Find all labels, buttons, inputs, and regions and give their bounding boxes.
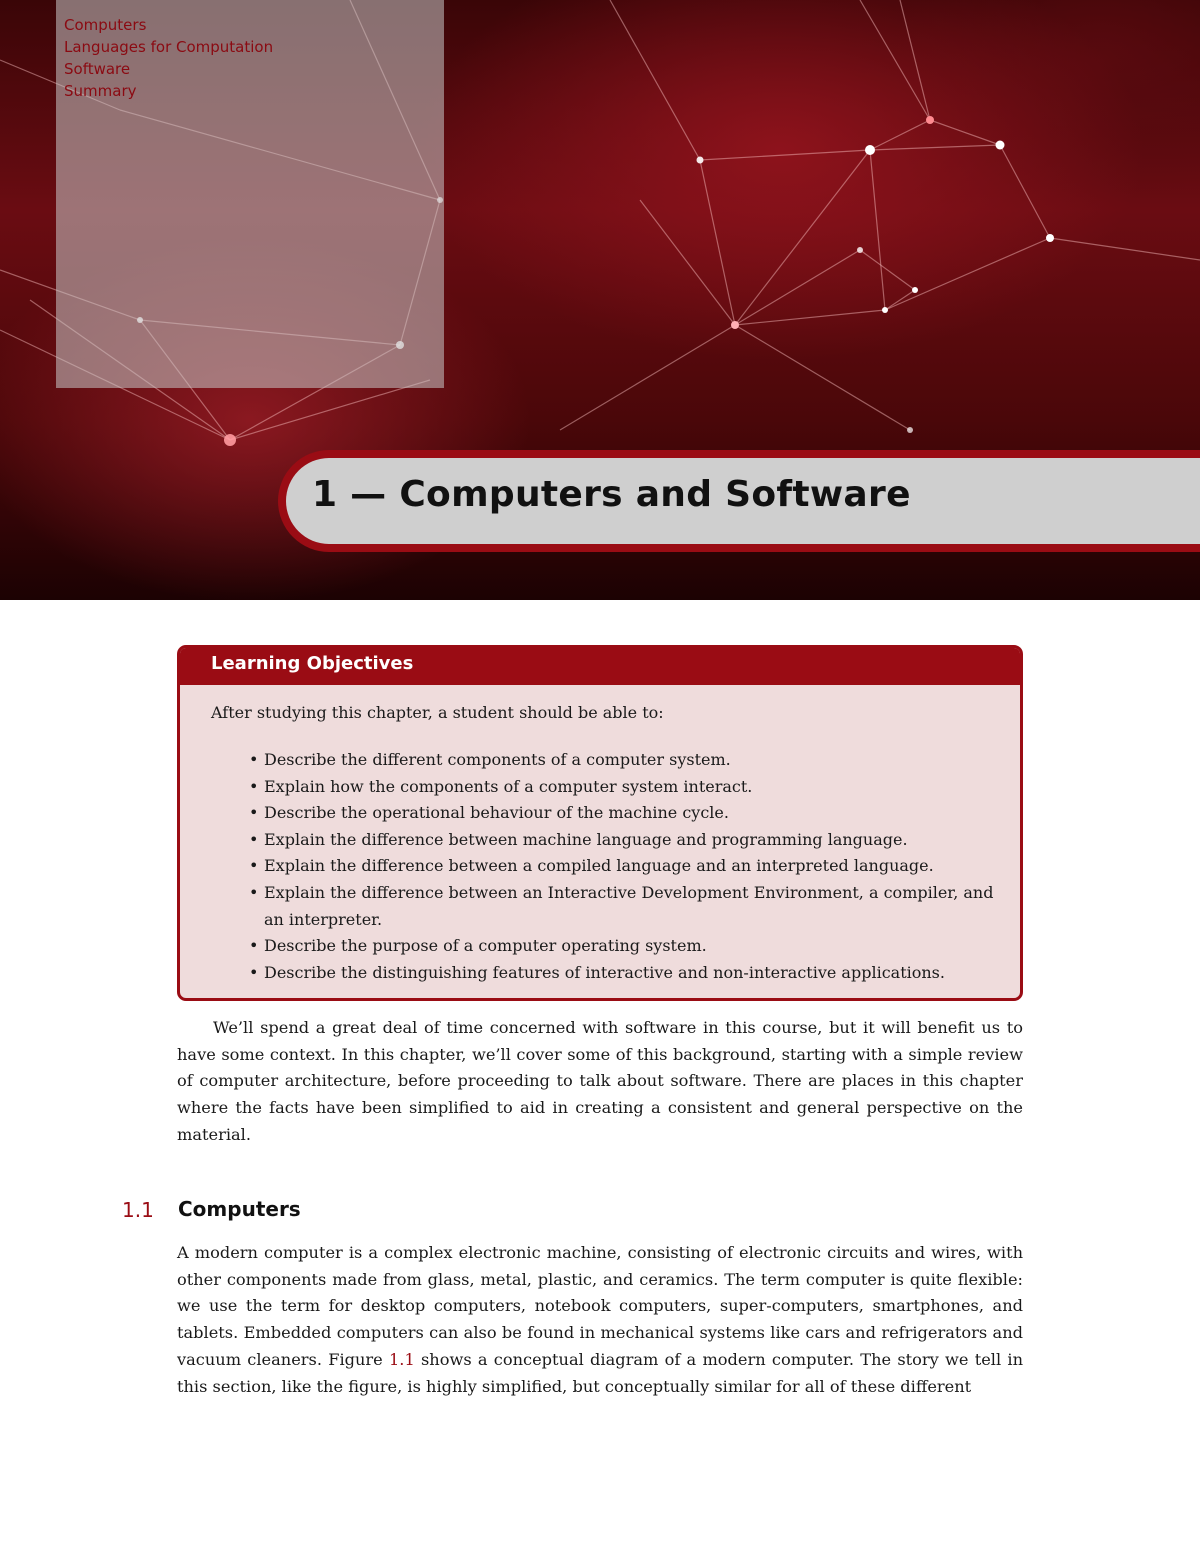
learning-objectives-box <box>177 645 1023 1001</box>
chapter-toc <box>56 0 444 388</box>
list-item: • Explain the difference between machine language and programming language. <box>249 829 908 849</box>
list-item: • Describe the operational behaviour of the machine cycle. <box>249 803 729 823</box>
learning-objectives-intro: After studying this chapter, a student should be able to: <box>211 703 664 722</box>
chapter-banner <box>0 0 1200 600</box>
learning-objectives-heading: Learning Objectives <box>180 648 1020 685</box>
list-item: • Explain the difference between a compiled language and an interpreted language. <box>249 856 934 876</box>
list-item: • Describe the distinguishing features of interactive and non-interactive applications. <box>249 962 945 982</box>
toc-link-summary[interactable]: Summary <box>64 82 137 100</box>
section-paragraph: A modern computer is a complex electronic machine, consisting of electronic circuits and wires, with other components made from glass, metal, plastic, and ceramics. The term computer is quite flexible: we use the term for desktop computers, notebook computers, super-computers, smartphones, and tablets. Embedded computers can also be found in mechanical systems like cars and refrigerators and vacuum cleaners. Figure 1.1 shows a conceptual diagram of a modern computer. The story we tell in this section, like the figure, is highly simplified, but conceptually similar for all of these different <box>177 1243 1023 1396</box>
chapter-title: 1 — Computers and Software <box>312 474 911 515</box>
list-item: • Describe the purpose of a computer operating system. <box>249 936 707 956</box>
section-number: 1.1 <box>122 1198 154 1222</box>
list-item: • Explain the difference between an Interactive Development Environment, a compiler, and an interpreter. <box>249 882 994 929</box>
section-title: Computers <box>178 1197 301 1221</box>
list-item: • Describe the different components of a computer system. <box>249 750 731 769</box>
toc-link-languages[interactable]: Languages for Computation <box>64 38 274 56</box>
toc-link-computers[interactable]: Computers <box>64 16 147 34</box>
figure-reference-link[interactable]: 1.1 <box>389 1349 415 1369</box>
toc-link-software[interactable]: Software <box>64 60 131 78</box>
list-item: • Explain how the components of a computer system interact. <box>249 776 753 796</box>
learning-objectives-list <box>211 747 1011 986</box>
intro-paragraph: We’ll spend a great deal of time concerned with software in this course, but it will benefit us to have some context. In this chapter, we’ll cover some of this background, starting with a simple review of computer architecture, before proceeding to talk about software. There are places in this chapter where the facts have been simplified to aid in creating a consistent and general perspective on the material. <box>177 1018 1023 1144</box>
